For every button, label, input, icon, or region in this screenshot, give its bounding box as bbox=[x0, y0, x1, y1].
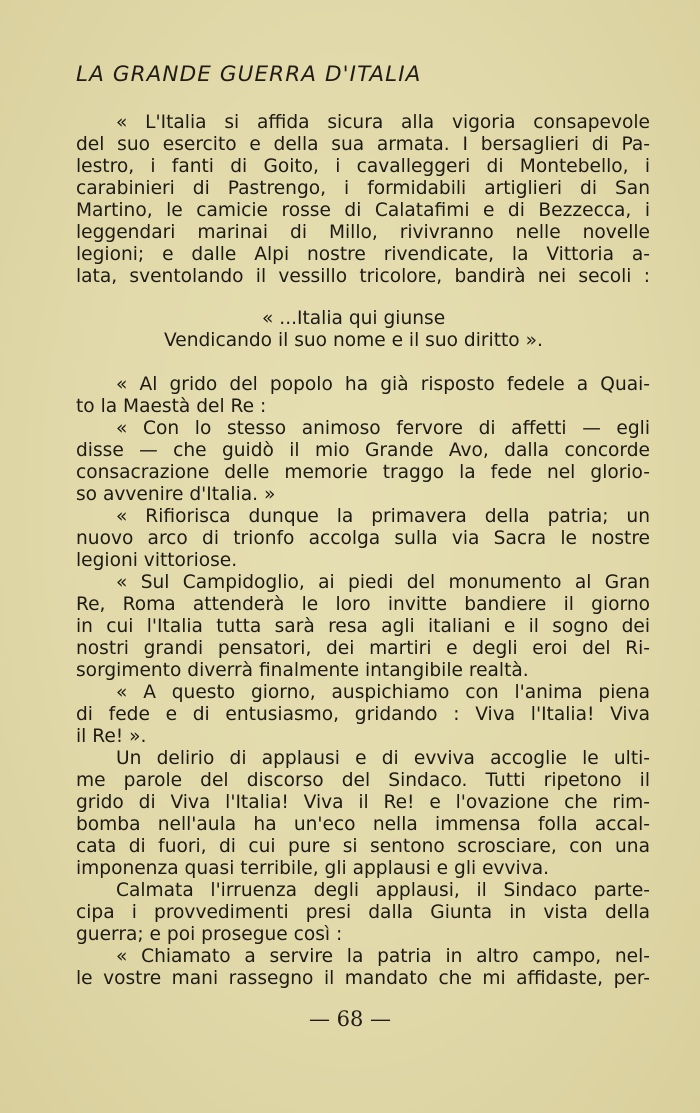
verse-line: « ...Italia qui giunse bbox=[262, 308, 446, 329]
text-line: grido di Viva l'Italia! Viva il Re! e l'ovazione che rim- bbox=[76, 792, 650, 813]
text-line: Un delirio di applausi e di evviva accoglie le ulti- bbox=[116, 748, 650, 769]
text-line: « Sul Campidoglio, ai piedi del monumento al Gran bbox=[116, 572, 650, 593]
text-line: di fede e di entusiasmo, gridando : Viva l'Italia! Viva bbox=[76, 704, 650, 725]
text-line: so avvenire d'Italia. » bbox=[76, 484, 276, 505]
text-line: in cui l'Italia tutta sarà resa agli italiani e il sogno dei bbox=[76, 616, 650, 637]
text-line: « Con lo stesso animoso fervore di affetti — egli bbox=[116, 418, 650, 439]
text-line: sorgimento diverrà finalmente intangibile realtà. bbox=[76, 660, 529, 681]
text-line: Calmata l'irruenza degli applausi, il Sindaco parte- bbox=[116, 880, 650, 901]
running-header: LA GRANDE GUERRA D'ITALIA bbox=[76, 62, 422, 87]
text-line: Martino, le camicie rosse di Calatafimi e di Bezzecca, i bbox=[76, 200, 650, 221]
text-line: lestro, i fanti di Goito, i cavalleggeri di Montebello, i bbox=[76, 156, 650, 177]
text-line: « Rifiorisca dunque la primavera della patria; un bbox=[116, 506, 650, 527]
page-number: — 68 — bbox=[308, 1007, 392, 1031]
text-line: « L'Italia si affida sicura alla vigoria consapevole bbox=[116, 112, 650, 133]
text-line: bomba nell'aula ha un'eco nella immensa folla accal- bbox=[76, 814, 650, 835]
verse-line: Vendicando il suo nome e il suo diritto ». bbox=[164, 330, 543, 351]
text-line: lata, sventolando il vessillo tricolore, bandirà nei secoli : bbox=[76, 266, 650, 287]
text-line: nostri grandi pensatori, dei martiri e degli eroi del Ri- bbox=[76, 638, 650, 659]
text-line: del suo esercito e della sua armata. I bersaglieri di Pa- bbox=[76, 134, 650, 155]
text-line: « Chiamato a servire la patria in altro campo, nel- bbox=[116, 946, 650, 967]
text-line: nuovo arco di trionfo accolga sulla via Sacra le nostre bbox=[76, 528, 650, 549]
text-line: « A questo giorno, auspichiamo con l'anima piena bbox=[116, 682, 650, 703]
text-line: guerra; e poi prosegue così : bbox=[76, 924, 343, 945]
text-line: disse — che guidò il mio Grande Avo, dalla concorde bbox=[76, 440, 650, 461]
text-line: « Al grido del popolo ha già risposto fedele a Quai- bbox=[116, 374, 650, 395]
text-line: to la Maestà del Re : bbox=[76, 396, 267, 417]
text-line: carabinieri di Pastrengo, i formidabili artiglieri di San bbox=[76, 178, 650, 199]
text-line: legioni; e dalle Alpi nostre rivendicate, la Vittoria a- bbox=[76, 244, 650, 265]
text-line: consacrazione delle memorie traggo la fede nel glorio- bbox=[76, 462, 650, 483]
text-line: leggendari marinai di Millo, rivivranno nelle novelle bbox=[76, 222, 650, 243]
text-line: Re, Roma attenderà le loro invitte bandiere il giorno bbox=[76, 594, 650, 615]
text-line: me parole del discorso del Sindaco. Tutti ripetono il bbox=[76, 770, 650, 791]
text-line: le vostre mani rassegno il mandato che mi affidaste, per- bbox=[76, 968, 650, 989]
text-line: imponenza quasi terribile, gli applausi e gli evviva. bbox=[76, 858, 549, 879]
text-line: cata di fuori, di cui pure si sentono scrosciare, con una bbox=[76, 836, 650, 857]
text-line: legioni vittoriose. bbox=[76, 550, 238, 571]
text-line: il Re! ». bbox=[76, 726, 147, 747]
text-line: cipa i provvedimenti presi dalla Giunta in vista della bbox=[76, 902, 650, 923]
